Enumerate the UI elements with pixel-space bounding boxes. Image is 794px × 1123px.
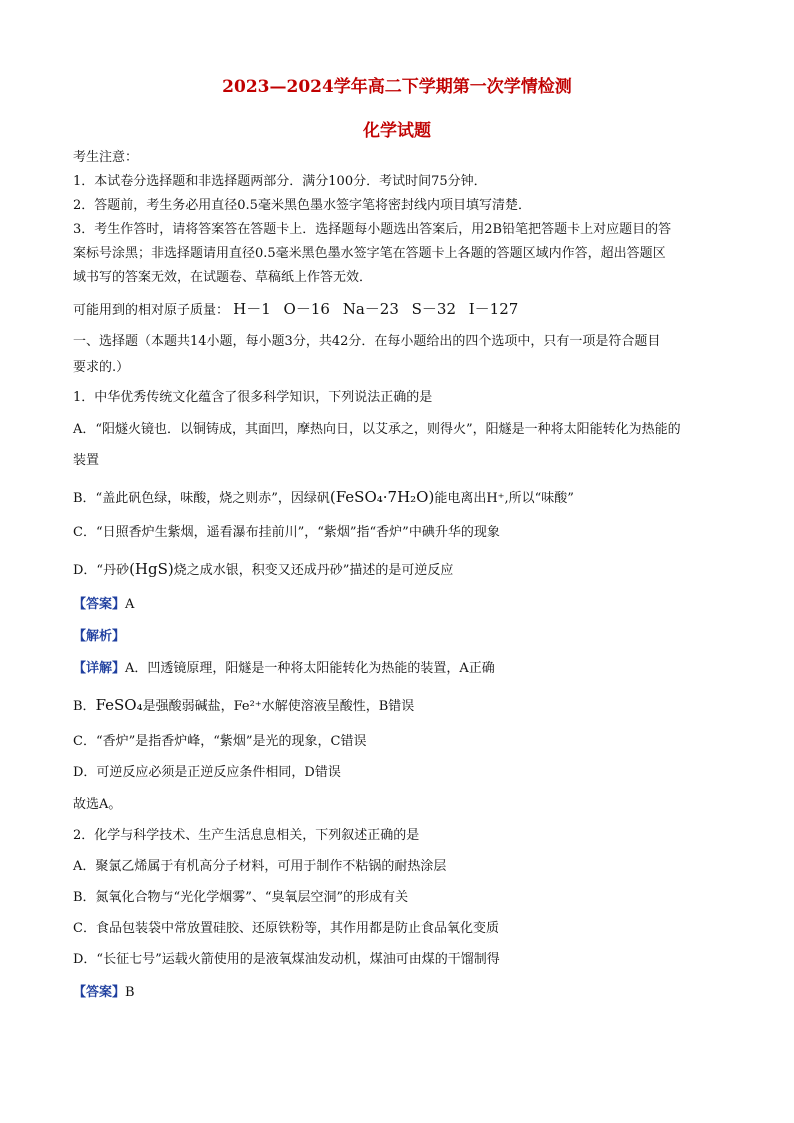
q1-option-d-text-end: 烧之成水银，积变又还成丹砂”描述的是可逆反应 xyxy=(173,563,454,578)
exam-title: 2023—2024学年高二下学期第一次学情检测 xyxy=(222,77,572,97)
q1-conclusion: 故选A。 xyxy=(73,797,122,812)
q2-option-c: C．食品包装袋中常放置硅胶、还原铁粉等，其作用都是防止食品氧化变质 xyxy=(73,921,499,936)
q2-option-a: A．聚氯乙烯属于有机高分子材料，可用于制作不粘锅的耐热涂层 xyxy=(73,859,447,874)
notice-item-1: 1．本试卷分选择题和非选择题两部分．满分100分．考试时间75分钟． xyxy=(73,174,487,189)
atomic-mass-values: H－1 O－16 Na－23 S－32 I－127 xyxy=(233,300,519,318)
q1-detail-label: 【详解】 xyxy=(73,661,126,676)
q2-option-d: D．“长征七号”运载火箭使用的是液氧煤油发动机，煤油可由煤的干馏制得 xyxy=(73,952,500,967)
q2-answer xyxy=(73,984,135,1002)
q1-detail-c: C．“香炉”是指香炉峰，“紫烟”是光的现象，C错误 xyxy=(73,734,367,749)
q2-answer-value: B xyxy=(125,985,135,1000)
q1-detail-d: D．可逆反应必须是正逆反应条件相同，D错误 xyxy=(73,765,341,780)
q1-option-a: A．“阳燧火镜也．以铜铸成，其面凹，摩热向日，以艾承之，则得火”，阳燧是一种将太阳能转化为热能的 xyxy=(73,422,681,437)
q1-analysis-label: 【解析】 xyxy=(73,629,126,644)
q1-detail-b-text: B． xyxy=(73,699,96,714)
q2-stem: 2．化学与科学技术、生产生活息息相关，下列叙述正确的是 xyxy=(73,828,420,843)
q2-answer-label: 【答案】 xyxy=(73,985,126,1000)
q1-detail-a xyxy=(73,660,495,678)
q1-analysis xyxy=(73,628,125,646)
q1-answer xyxy=(73,596,134,614)
q1-stem: 1．中华优秀传统文化蕴含了很多科学知识，下列说法正确的是 xyxy=(73,390,433,405)
q1-detail-a-text: A．凹透镜原理，阳燧是一种将太阳能转化为热能的装置，A正确 xyxy=(125,661,495,676)
notice-item-3-cont: 案标号涂黑；非选择题请用直径0.5毫米黑色墨水签字笔在答题卡上各题的答题区域内作答，超出答题区 xyxy=(73,246,666,261)
q1-detail-b-text-end: 是强酸弱碱盐，Fe²⁺水解使溶液呈酸性，B错误 xyxy=(142,699,415,714)
atomic-mass-line xyxy=(73,300,518,320)
q1-detail-b-formula: FeSO₄ xyxy=(95,696,143,714)
section-heading-cont: 要求的.） xyxy=(73,360,130,375)
q1-option-d-text: D．“丹砂 xyxy=(73,563,130,578)
exam-subtitle: 化学试题 xyxy=(363,121,431,141)
q1-option-d-formula: (HgS) xyxy=(129,560,174,578)
atomic-mass-label: 可能用到的相对原子质量： xyxy=(73,303,230,318)
q1-option-b-formula: (FeSO₄·7H₂O) xyxy=(329,488,435,506)
q1-option-a-cont: 装置 xyxy=(73,453,100,468)
q1-option-d xyxy=(73,560,453,580)
q1-detail-b xyxy=(73,696,414,716)
q1-answer-label: 【答案】 xyxy=(73,597,126,612)
notice-item-3-end: 域书写的答案无效，在试题卷、草稿纸上作答无效． xyxy=(73,270,373,285)
notice-item-2: 2．答题前，考生务必用直径0.5毫米黑色墨水签字笔将密封线内项目填写清楚． xyxy=(73,198,531,213)
q1-answer-value: A xyxy=(125,597,135,612)
q1-option-b-text: B．“盖此矾色绿，味酸，烧之则赤”，因绿矾 xyxy=(73,491,330,506)
notice-heading: 考生注意： xyxy=(73,150,139,165)
section-heading: 一、选择题（本题共14小题，每小题3分，共42分．在每小题给出的四个选项中，只有一项是符合题目 xyxy=(73,334,661,349)
q1-option-b-text-end: 能电离出H⁺,所以“味酸” xyxy=(434,491,574,506)
q2-option-b: B．氮氧化合物与“光化学烟雾”、“臭氧层空洞”的形成有关 xyxy=(73,890,409,905)
q1-option-b xyxy=(73,488,574,508)
notice-item-3: 3．考生作答时，请将答案答在答题卡上．选择题每小题选出答案后，用2B铅笔把答题卡上对应题目的答 xyxy=(73,222,672,237)
q1-option-c: C．“日照香炉生紫烟，遥看瀑布挂前川”，“紫烟”指“香炉”中碘升华的现象 xyxy=(73,525,500,540)
